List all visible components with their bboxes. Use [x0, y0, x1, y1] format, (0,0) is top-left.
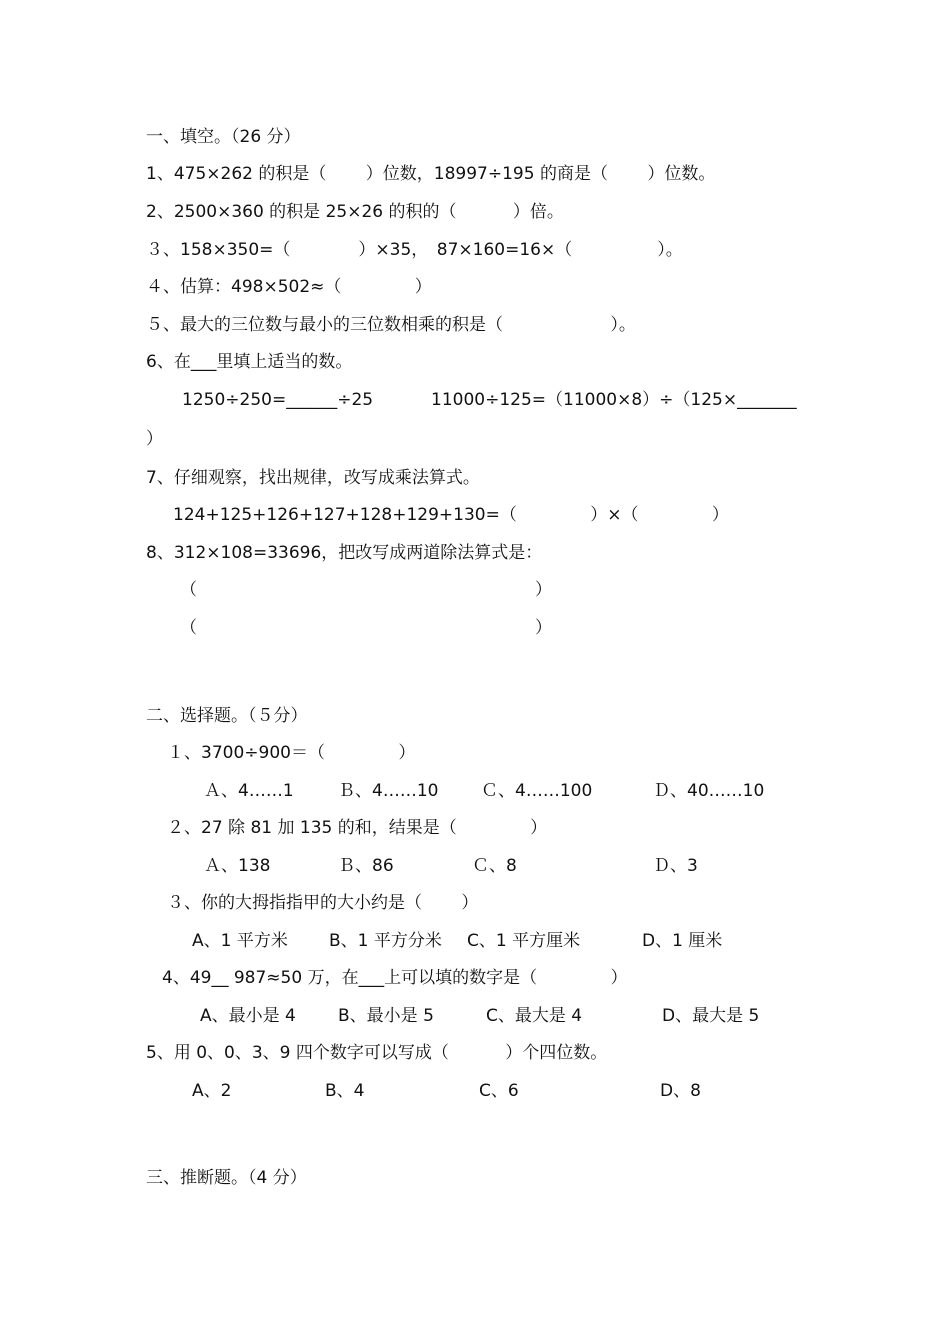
question-2-5: 5、用 0、0、3、9 四个数字可以写成（ ）个四位数。: [146, 1043, 608, 1063]
question-1-6-blank-b: 11000÷125=（11000×8）÷（125×_______: [431, 390, 797, 410]
options-2-2: [0, 856, 950, 876]
question-1-7-expression: 124+125+126+127+128+129+130=（ ）×（ ）: [173, 505, 729, 525]
option-b: B、1 平方分米: [329, 931, 442, 951]
option-a: Ａ、4……1: [204, 781, 294, 801]
option-b: Ｂ、86: [338, 856, 394, 876]
option-c: Ｃ、8: [472, 856, 517, 876]
question-1-5: ５、最大的三位数与最小的三位数相乘的积是（ ）。: [146, 315, 636, 335]
option-d: Ｄ、3: [653, 856, 698, 876]
question-1-6-blank-a: 1250÷250=______÷25: [182, 390, 374, 410]
question-2-2: ２、27 除 81 加 135 的和，结果是（ ）: [167, 818, 548, 838]
question-1-1: 1、475×262 的积是（ ）位数，18997÷195 的商是（ ）位数。: [146, 164, 716, 184]
option-b: B、最小是 5: [338, 1006, 434, 1026]
answer-line-2: [180, 618, 580, 638]
option-d: D、1 厘米: [642, 931, 723, 951]
option-a: A、最小是 4: [200, 1006, 296, 1026]
section2-title: 二、选择题。（５分）: [146, 706, 308, 726]
section3-title: 三、推断题。（4 分）: [146, 1168, 307, 1188]
option-d: Ｄ、40……10: [653, 781, 765, 801]
question-1-3: ３、158×350=（ ）×35， 87×160=16×（ ）。: [146, 240, 683, 260]
answer-line-1: [180, 580, 580, 600]
option-c: C、6: [479, 1081, 519, 1101]
options-2-3: [0, 931, 950, 951]
option-d: D、8: [660, 1081, 701, 1101]
question-1-8: 8、312×108=33696，把改写成两道除法算式是：: [146, 543, 543, 563]
option-d: D、最大是 5: [662, 1006, 760, 1026]
option-a: A、2: [192, 1081, 232, 1101]
option-b: Ｂ、4……10: [338, 781, 439, 801]
option-c: Ｃ、4……100: [481, 781, 593, 801]
options-2-5: [0, 1081, 950, 1101]
option-a: A、1 平方米: [192, 931, 288, 951]
question-1-2: 2、2500×360 的积是 25×26 的积的（ ）倍。: [146, 202, 564, 222]
question-1-6: 6、在___里填上适当的数。: [146, 352, 353, 372]
answer-line-2-close: ）: [535, 618, 552, 638]
options-2-4: [0, 1006, 950, 1026]
answer-line-1-close: ）: [535, 580, 552, 600]
question-1-7: 7、仔细观察，找出规律，改写成乘法算式。: [146, 468, 480, 488]
options-2-1: [0, 781, 950, 801]
section1-title: 一、填空。（26 分）: [146, 127, 301, 147]
question-1-6-close-paren: ）: [146, 429, 163, 449]
option-c: C、最大是 4: [486, 1006, 583, 1026]
question-1-4: ４、估算：498×502≈（ ）: [146, 277, 432, 297]
question-2-1: １、3700÷900＝（ ）: [167, 743, 416, 763]
answer-line-2-open: （: [180, 618, 197, 638]
question-2-3: ３、你的大拇指指甲的大小约是（ ）: [167, 893, 479, 913]
answer-line-1-open: （: [180, 580, 197, 600]
option-c: C、1 平方厘米: [467, 931, 581, 951]
question-2-4: 4、49__ 987≈50 万，在___上可以填的数字是（ ）: [162, 968, 628, 988]
option-a: Ａ、138: [204, 856, 271, 876]
option-b: B、4: [325, 1081, 365, 1101]
